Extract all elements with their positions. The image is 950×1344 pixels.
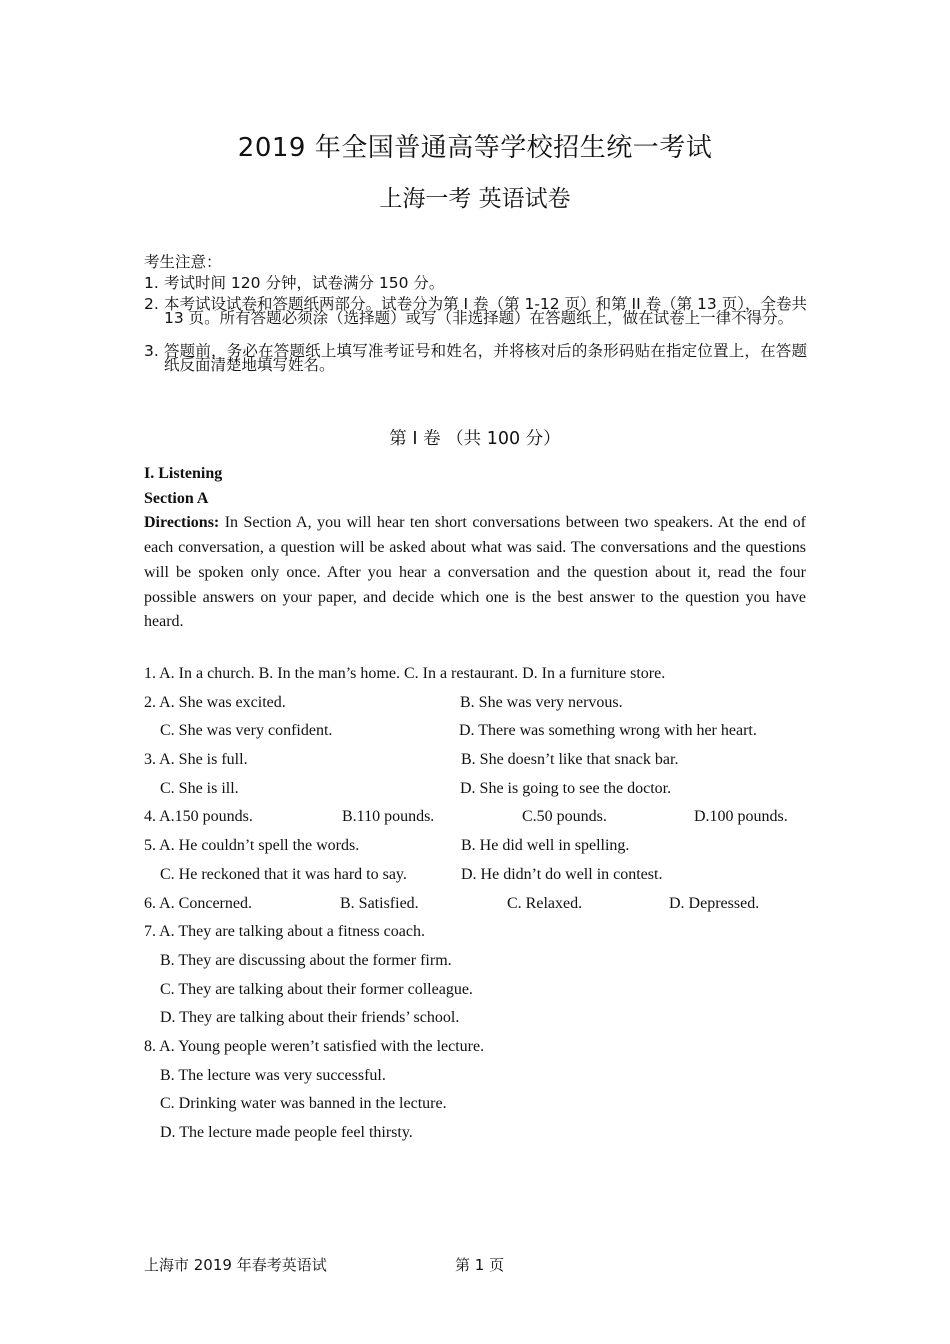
note-item [144, 344, 807, 372]
question-1-text: 1. A. In a church. B. In the man’s home. C. In a restaurant. D. In a furniture store. [144, 665, 666, 682]
option-b: B. The lecture was very successful. [160, 1066, 386, 1084]
option-c: C. She is ill. [160, 779, 239, 797]
option-b: B. She doesn’t like that snack bar. [461, 751, 679, 769]
option-a: 6. A. Concerned. [144, 894, 252, 912]
part-one-title: 第 I 卷 （共 100 分） [389, 429, 561, 449]
option-b: B. They are discussing about the former firm. [160, 951, 452, 969]
exam-main-title: 2019 年全国普通高等学校招生统一考试 [237, 133, 713, 163]
note-number: 3. [144, 342, 159, 360]
note-number: 2. [144, 295, 159, 313]
question-8-option-b [144, 1063, 806, 1092]
question-8-option-d [144, 1120, 806, 1149]
note-text: 考试时间 120 分钟，试卷满分 150 分。 [164, 274, 445, 292]
option-c: C. She was very confident. [160, 722, 333, 740]
question-6 [144, 891, 806, 920]
option-c: C. They are talking about their former colleague. [160, 980, 473, 998]
directions-label: Directions: [144, 514, 220, 532]
question-7-option-a [144, 919, 806, 948]
option-a: 4. A.150 pounds. [144, 808, 253, 826]
option-d: D. The lecture made people feel thirsty. [160, 1124, 413, 1141]
directions-text: In Section A, you will hear ten short conversations between two speakers. At the end of each conversation, a question will be asked about what was said. The conversations and the questions will be spoken only once. After you hear a conversation and the question about it, read the four possible answers on your paper, and decide which one is the best answer to the question you have heard. [144, 514, 806, 631]
question-3-row-1 [144, 747, 806, 776]
note-text: 答题前，务必在答题纸上填写准考证号和姓名，并将核对后的条形码贴在指定位置上，在答题纸反面清楚地填写姓名。 [164, 342, 807, 374]
option-d: D. Depressed. [669, 894, 760, 912]
question-8-option-c [144, 1091, 806, 1120]
option-b: B. Satisfied. [340, 894, 419, 912]
footer-exam-name: 上海市 2019 年春考英语试 [144, 1256, 327, 1274]
question-7-option-b [144, 948, 806, 977]
question-4 [144, 804, 806, 833]
note-item [144, 276, 807, 290]
option-d: D. He didn’t do well in contest. [461, 865, 663, 883]
note-text: 本考试设试卷和答题纸两部分。试卷分为第 I 卷（第 1-12 页）和第 II 卷（第 13 页），全卷共 13 页。所有答题必须涂（选择题）或写（非选择题）在答题纸上，做在试卷上一律不得分。 [164, 295, 807, 327]
option-a: 2. A. She was excited. [144, 693, 286, 711]
listening-section [144, 462, 806, 635]
exam-sub-title: 上海一考 英语试卷 [379, 186, 571, 212]
question-5-row-2 [144, 862, 806, 891]
option-c: C. Relaxed. [507, 894, 583, 912]
question-7-option-d [144, 1005, 806, 1034]
directions-paragraph [144, 511, 806, 635]
question-7-option-c [144, 977, 806, 1006]
option-d: D. She is going to see the doctor. [460, 779, 672, 797]
option-c: C. He reckoned that it was hard to say. [160, 865, 407, 883]
notes-heading: 考生注意： [144, 253, 222, 271]
question-1 [144, 661, 806, 690]
question-list [144, 661, 806, 1149]
option-a: 3. A. She is full. [144, 751, 248, 769]
note-item [144, 297, 807, 325]
section-subheading: Section A [144, 489, 209, 507]
note-number: 1. [144, 274, 159, 292]
option-b: B.110 pounds. [342, 808, 435, 826]
option-b: B. She was very nervous. [460, 693, 623, 711]
option-c: C.50 pounds. [522, 808, 607, 826]
option-a: 8. A. Young people weren’t satisfied with the lecture. [144, 1037, 485, 1055]
option-a: 5. A. He couldn’t spell the words. [144, 837, 360, 855]
section-heading: I. Listening [144, 465, 223, 482]
option-b: B. He did well in spelling. [461, 837, 630, 855]
option-c: C. Drinking water was banned in the lecture. [160, 1095, 447, 1113]
question-3-row-2 [144, 776, 806, 805]
footer-page-number: 第 1 页 [455, 1256, 505, 1274]
option-d: D.100 pounds. [694, 808, 788, 826]
question-2-row-1 [144, 690, 806, 719]
question-5-row-1 [144, 833, 806, 862]
question-2-row-2 [144, 718, 806, 747]
option-d: D. They are talking about their friends’ school. [160, 1009, 460, 1027]
option-a: 7. A. They are talking about a fitness coach. [144, 923, 425, 941]
option-d: D. There was something wrong with her heart. [459, 722, 757, 740]
question-8-option-a [144, 1034, 806, 1063]
